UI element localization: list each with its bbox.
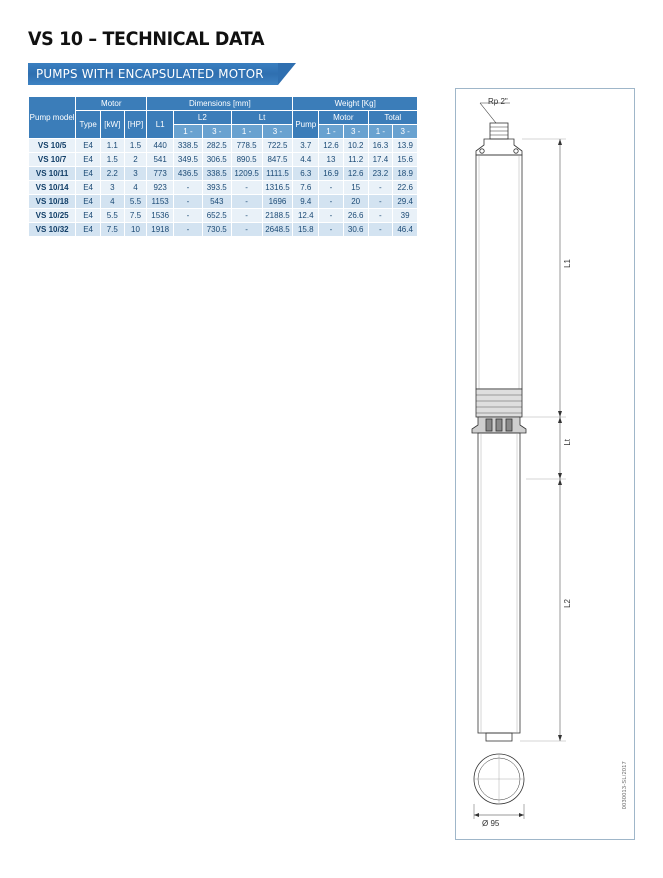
section-banner [28,63,296,85]
cell-lt-3ph: 1696 [262,195,293,209]
cell-l2-3ph: 282.5 [202,139,231,153]
cell-lt-1ph: 1209.5 [231,167,262,181]
cell-total-weight-3ph: 15.6 [393,153,418,167]
cell-lt-3ph: 1316.5 [262,181,293,195]
cell-kw: 2.2 [100,167,124,181]
cell-total-weight-3ph: 18.9 [393,167,418,181]
technical-data-table [28,96,418,237]
cell-l2-3ph: 393.5 [202,181,231,195]
cell-lt-1ph: 778.5 [231,139,262,153]
header-total-1ph: 1 - [368,125,393,139]
cell-motor-weight-3ph: 30.6 [343,223,368,237]
cell-l1: 923 [147,181,174,195]
header-lt-3ph: 3 - [262,125,293,139]
table-head-row-1 [29,97,418,111]
cell-l1: 1918 [147,223,174,237]
cell-l2-1ph: - [174,181,203,195]
table-row [29,181,418,195]
header-motor-weight: Motor [319,111,368,125]
diameter-label: Ø 95 [482,819,500,828]
header-total-weight: Total [368,111,417,125]
cell-hp: 3 [124,167,147,181]
cell-type: E4 [76,209,101,223]
banner-arrow-icon [278,63,296,85]
dimension-lt-label: Lt [563,439,572,446]
cell-total-weight-1ph: - [368,195,393,209]
cell-total-weight-1ph: 16.3 [368,139,393,153]
table-row [29,153,418,167]
header-motor-3ph: 3 - [343,125,368,139]
cell-l2-1ph: 349.5 [174,153,203,167]
thread-label: Rp 2" [488,97,508,106]
cell-hp: 5.5 [124,195,147,209]
cell-model: VS 10/5 [29,139,76,153]
motor-cable-gland [486,733,512,741]
cell-type: E4 [76,139,101,153]
cell-lt-1ph: - [231,181,262,195]
page-title: VS 10 – TECHNICAL DATA [28,28,265,50]
cell-total-weight-1ph: - [368,181,393,195]
dimension-l1-label: L1 [563,259,572,268]
cell-lt-1ph: 890.5 [231,153,262,167]
cell-motor-weight-1ph: 16.9 [319,167,344,181]
cell-lt-1ph: - [231,223,262,237]
cell-motor-weight-3ph: 11.2 [343,153,368,167]
cell-motor-weight-3ph: 10.2 [343,139,368,153]
header-hp: [HP] [124,111,147,139]
cell-type: E4 [76,181,101,195]
cell-lt-1ph: - [231,195,262,209]
cell-type: E4 [76,153,101,167]
header-l2-3ph: 3 - [202,125,231,139]
header-kw: [kW] [100,111,124,139]
header-pump-model: Pump model [29,97,76,139]
cell-pump-weight: 4.4 [293,153,319,167]
header-l2: L2 [174,111,232,125]
cell-model: VS 10/14 [29,181,76,195]
cell-lt-3ph: 2648.5 [262,223,293,237]
header-weight-group: Weight [Kg] [293,97,418,111]
table-row [29,209,418,223]
cell-l2-3ph: 306.5 [202,153,231,167]
cell-pump-weight: 12.4 [293,209,319,223]
header-motor-group: Motor [76,97,147,111]
cell-motor-weight-1ph: - [319,209,344,223]
banner-label: PUMPS WITH ENCAPSULATED MOTOR [36,66,264,81]
cell-l2-3ph: 338.5 [202,167,231,181]
cell-model: VS 10/25 [29,209,76,223]
cell-lt-1ph: - [231,209,262,223]
cell-l2-1ph: 436.5 [174,167,203,181]
cell-total-weight-3ph: 39 [393,209,418,223]
cell-total-weight-3ph: 46.4 [393,223,418,237]
header-pump-weight: Pump [293,111,319,139]
cell-total-weight-3ph: 13.9 [393,139,418,153]
table-head-row-2 [29,111,418,125]
header-l1: L1 [147,111,174,139]
cell-pump-weight: 6.3 [293,167,319,181]
cell-motor-weight-3ph: 20 [343,195,368,209]
cell-hp: 10 [124,223,147,237]
cell-kw: 1.5 [100,153,124,167]
pump-drawing-svg [456,89,634,839]
cell-l2-1ph: 338.5 [174,139,203,153]
cell-model: VS 10/18 [29,195,76,209]
cell-kw: 7.5 [100,223,124,237]
cell-l1: 440 [147,139,174,153]
cell-model: VS 10/32 [29,223,76,237]
cell-hp: 1.5 [124,139,147,153]
cell-kw: 1.1 [100,139,124,153]
cell-hp: 2 [124,153,147,167]
cell-l1: 773 [147,167,174,181]
cell-lt-3ph: 722.5 [262,139,293,153]
cell-pump-weight: 7.6 [293,181,319,195]
cell-type: E4 [76,195,101,209]
header-l2-1ph: 1 - [174,125,203,139]
cell-motor-weight-1ph: - [319,195,344,209]
cell-hp: 7.5 [124,209,147,223]
cell-motor-weight-1ph: 13 [319,153,344,167]
cell-lt-3ph: 847.5 [262,153,293,167]
header-lt: Lt [231,111,293,125]
cell-model: VS 10/11 [29,167,76,181]
cell-l2-1ph: - [174,223,203,237]
cell-kw: 3 [100,181,124,195]
cell-total-weight-1ph: 17.4 [368,153,393,167]
document-code: 0030013-SL/2017 [622,760,628,809]
cell-motor-weight-1ph: 12.6 [319,139,344,153]
cell-kw: 5.5 [100,209,124,223]
cell-type: E4 [76,167,101,181]
cell-total-weight-1ph: - [368,223,393,237]
cell-l2-1ph: - [174,195,203,209]
cell-pump-weight: 15.8 [293,223,319,237]
cell-motor-weight-1ph: - [319,223,344,237]
cell-l2-1ph: - [174,209,203,223]
cell-total-weight-3ph: 22.6 [393,181,418,195]
cell-total-weight-1ph: 23.2 [368,167,393,181]
table-row [29,139,418,153]
cell-hp: 4 [124,181,147,195]
header-dimensions-group: Dimensions [mm] [147,97,293,111]
cell-l1: 1153 [147,195,174,209]
pump-technical-drawing [455,88,635,840]
cell-total-weight-1ph: - [368,209,393,223]
cell-model: VS 10/7 [29,153,76,167]
table-row [29,167,418,181]
table-row [29,223,418,237]
cell-type: E4 [76,223,101,237]
cell-l1: 541 [147,153,174,167]
header-motor-1ph: 1 - [319,125,344,139]
cell-pump-weight: 9.4 [293,195,319,209]
cell-lt-3ph: 2188.5 [262,209,293,223]
cell-l2-3ph: 543 [202,195,231,209]
cell-motor-weight-3ph: 12.6 [343,167,368,181]
cell-motor-weight-1ph: - [319,181,344,195]
table-body [29,139,418,237]
cell-lt-3ph: 1111.5 [262,167,293,181]
cell-l1: 1536 [147,209,174,223]
cell-total-weight-3ph: 29.4 [393,195,418,209]
cell-motor-weight-3ph: 15 [343,181,368,195]
header-type: Type [76,111,101,139]
header-lt-1ph: 1 - [231,125,262,139]
cell-pump-weight: 3.7 [293,139,319,153]
cell-l2-3ph: 730.5 [202,223,231,237]
table-row [29,195,418,209]
pump-body [476,155,522,389]
dimension-l2-label: L2 [563,599,572,608]
table-head [29,97,418,139]
cell-kw: 4 [100,195,124,209]
cell-motor-weight-3ph: 26.6 [343,209,368,223]
technical-data-table-wrap [28,96,418,237]
cell-l2-3ph: 652.5 [202,209,231,223]
motor-body [478,433,520,733]
header-total-3ph: 3 - [393,125,418,139]
